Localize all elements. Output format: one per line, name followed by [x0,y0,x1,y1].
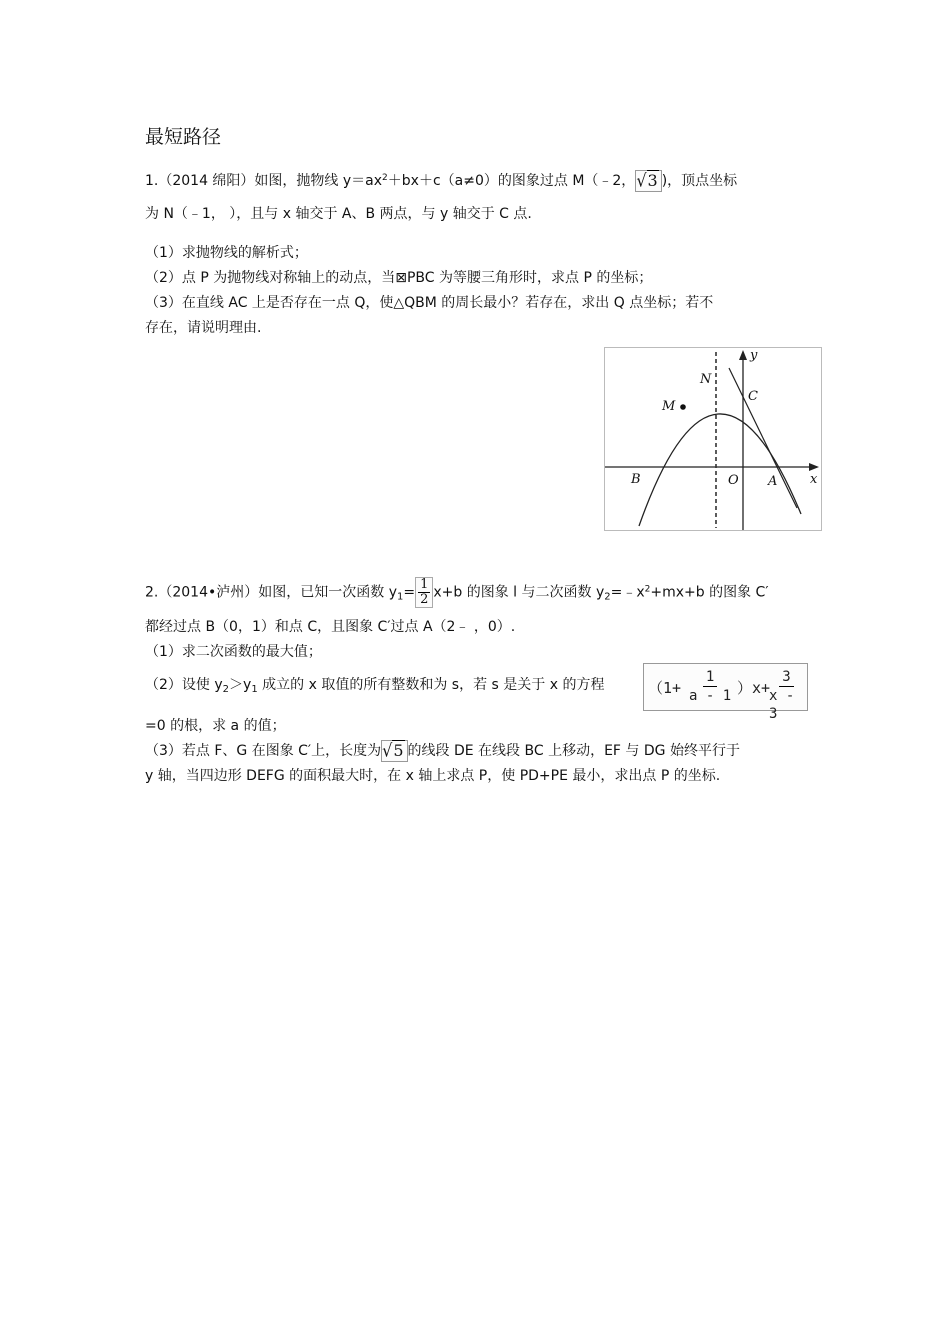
q2-p2-text-c: 成立的 x 取值的所有整数和为 s，若 s 是关于 x 的方程 [257,677,605,693]
q2-line1 [145,577,769,608]
label-n: N [700,372,712,387]
q2-line2: 都经过点 B（0，1）和点 C，且图象 C′过点 A（2﹣ ，0）. [145,619,516,635]
q2-subscript-2: 2 [604,591,611,603]
q2-subscript-1: 1 [396,591,404,603]
page-title: 最短路径 [145,126,222,148]
sqrt-5-formula: √5 [381,740,407,762]
point-m [680,404,686,410]
q2-text-c: x+b 的图象 l 与二次函数 y [433,584,605,601]
fraction-one-half: $\frac{1}{2}$ [415,577,433,608]
parabola-curve [639,414,801,526]
label-c: C [748,389,758,404]
label-m: M [662,399,676,414]
q2-p2-subscript-1: 2 [222,684,230,695]
q1-line2: 为 N（﹣1， ），且与 x 轴交于 A、B 两点，与 y 轴交于 C 点. [145,206,532,222]
label-x: x [810,472,818,487]
q2-p2-text-a: （2）设使 y [145,677,223,693]
q2-text-d: =﹣x [610,584,645,601]
q2-text-e: +mx+b 的图象 C′ [650,584,769,601]
q2-p3-text-a: （3）若点 F、G 在图象 C′上，长度为 [145,743,382,759]
label-o: O [728,473,739,488]
eq-mid: ）x+ [737,679,771,697]
eq-fraction-2: 3 x - 3 [769,669,795,722]
equation-image [643,663,808,722]
q2-p3-text-b: 的线段 DE 在线段 BC 上移动，EF 与 DG 始终平行于 [407,743,740,759]
q2-part1: （1）求二次函数的最大值； [145,644,322,660]
q2-p2-text-b: ＞y [229,677,252,693]
q2-part3-line2: y 轴，当四边形 DEFG 的面积最大时，在 x 轴上求点 P，使 PD+PE 最小，求出点 P 的坐标. [145,768,721,784]
q2-text-b: = [403,584,416,601]
q1-text-a: 1.（2014 绵阳）如图，抛物线 y＝ax [145,173,383,189]
line-ac [729,368,797,508]
eq-fraction-1: 1 a - 1 [689,669,732,704]
x-axis-arrow-icon [809,463,819,471]
q1-part2: （2）点 P 为抛物线对称轴上的动点，当⊠PBC 为等腰三角形时，求点 P 的坐标； [145,270,653,286]
q1-superscript: 2 [382,173,388,183]
q2-part2-line1 [145,675,604,700]
sqrt-3-formula: √3 [635,170,661,192]
label-y: y [750,348,758,363]
label-a: A [768,474,778,489]
q1-part1: （1）求抛物线的解析式； [145,245,308,261]
q2-part3-line1 [145,740,740,762]
q1-part3-line2: 存在，请说明理由. [145,320,262,336]
q1-line1 [145,168,737,192]
q2-p2-subscript-2: 1 [251,684,258,695]
eq-open: （1+ [648,679,682,697]
label-b: B [631,472,641,487]
q2-superscript: 2 [644,584,651,595]
q1-text-b: ＋bx＋c（a≠0）的图象过点 M（﹣2， [387,173,636,189]
q1-text-c: )，顶点坐标 [661,173,738,189]
q2-text-a: 2.（2014•泸州）如图，已知一次函数 y [145,584,397,601]
q2-part2-line2: =0 的根，求 a 的值； [145,718,286,734]
parabola-figure [604,347,822,531]
y-axis-arrow-icon [739,350,747,360]
q1-part3-line1: （3）在直线 AC 上是否存在一点 Q，使△QBM 的周长最小？若存在，求出 Q 点坐标；若不 [145,295,714,311]
